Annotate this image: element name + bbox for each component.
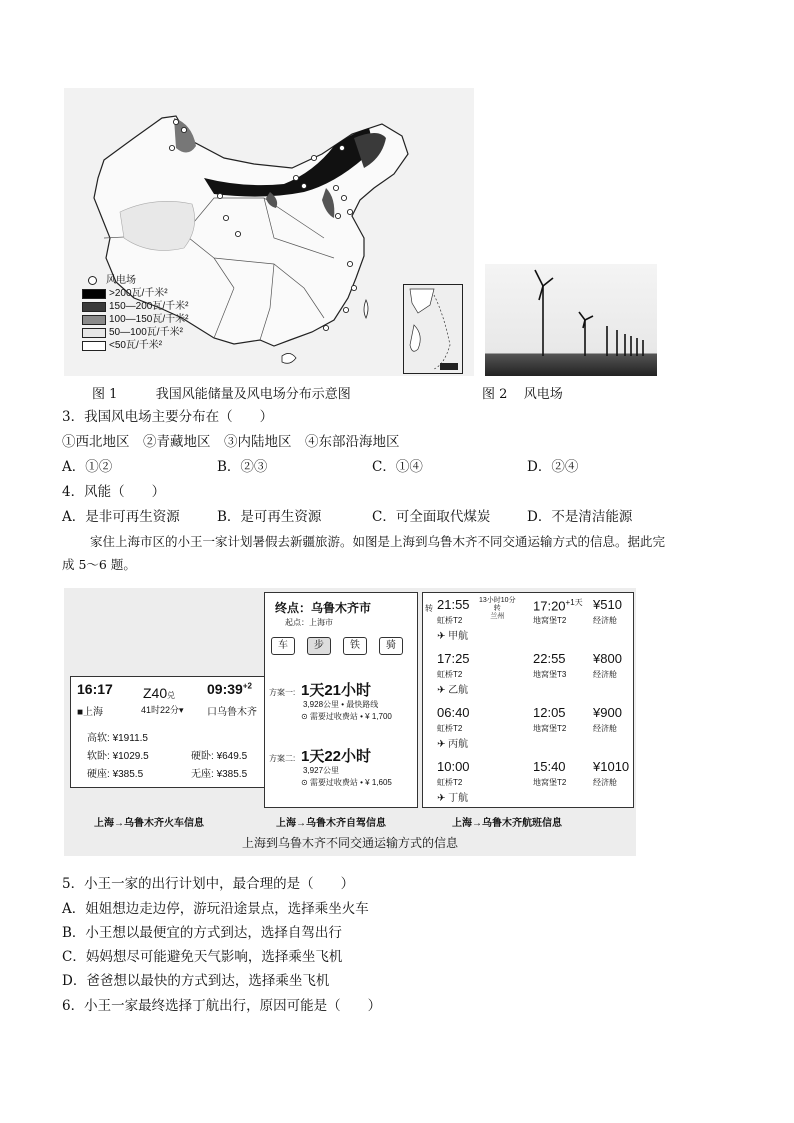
plan1-detail: 3,928公里 • 最快路线 — [303, 700, 379, 709]
flight-info-box — [422, 592, 634, 808]
fare-row — [191, 747, 247, 762]
flight-airline: 丙航 — [448, 739, 469, 750]
plan1-time: 1天21小时 — [301, 682, 372, 699]
flight-airline-wrap — [437, 627, 468, 642]
plan2-time: 1天22小时 — [301, 748, 372, 765]
legend-swatch — [82, 328, 106, 338]
q3-option-d[interactable]: D．②④ — [527, 459, 579, 475]
airplane-icon: ✈ — [437, 739, 446, 750]
q5-option-b[interactable]: B．小王想以最便宜的方式到达，选择自驾出行 — [62, 925, 342, 941]
flight-row[interactable] — [437, 597, 631, 649]
rail-mode-icon[interactable]: 铁 — [343, 637, 367, 655]
fare-row — [191, 765, 247, 780]
legend-level-2 — [82, 300, 188, 313]
drive-origin: 起点：上海市 — [285, 618, 333, 627]
flight-arr-plus: +1天 — [565, 598, 583, 607]
train-duration: 41时22分 — [141, 705, 180, 715]
q4-option-a[interactable]: A．是非可再生资源 — [62, 509, 180, 525]
drive-info-box — [264, 592, 418, 808]
flight-dep-time: 10:00 — [437, 759, 470, 774]
station-symbol — [88, 276, 97, 285]
travel-info-panel — [64, 588, 636, 856]
flight-airline-wrap — [437, 735, 468, 750]
q3-option-c[interactable]: C．①④ — [372, 459, 423, 475]
plan2-label: 方案二: — [269, 754, 296, 763]
transfer-duration: 13小时10分 — [479, 597, 516, 604]
q3-option-b[interactable]: B．②③ — [217, 459, 268, 475]
flight-info-title: 上海→乌鲁木齐航班信息 — [452, 818, 562, 829]
fare-label: 硬座: — [87, 769, 110, 780]
flight-arr-time: 12:05 — [533, 705, 566, 720]
flight-row[interactable] — [437, 651, 631, 703]
south-china-sea-inset — [403, 284, 463, 374]
flight-price: ¥510 — [593, 597, 622, 612]
intro-line-1: 家住上海市区的小王一家计划暑假去新疆旅游。如图是上海到乌鲁木齐不同交通运输方式的信息。据此完 — [90, 534, 666, 549]
train-info-box — [70, 676, 268, 788]
figure1-title: 我国风能储量及风电场分布示意图 — [155, 387, 351, 402]
q5-option-a[interactable]: A．姐姐想边走边停，游玩沿途景点，选择乘坐火车 — [62, 901, 369, 917]
legend-swatch — [82, 302, 106, 312]
legend-station — [82, 274, 188, 287]
flight-cabin: 经济舱 — [593, 616, 617, 625]
train-arrive-time: 09:39 — [207, 681, 243, 697]
dropdown-icon: ▾ — [179, 705, 184, 715]
flight-dep-terminal: 虹桥T2 — [437, 670, 463, 679]
flight-dep-terminal: 虹桥T2 — [437, 616, 463, 625]
transfer-mark: 转 — [425, 604, 433, 613]
train-arrive-plus: +2 — [242, 681, 252, 691]
figure1-number: 图 1 — [92, 387, 118, 402]
q5-option-c[interactable]: C．妈妈想尽可能避免天气影响，选择乘坐飞机 — [62, 949, 343, 965]
flight-row[interactable] — [437, 759, 631, 805]
fare-label: 硬卧: — [191, 751, 214, 762]
legend-level-4 — [82, 326, 188, 339]
car-mode-icon[interactable]: 车 — [271, 637, 295, 655]
flight-airline: 乙航 — [448, 685, 469, 696]
wind-farm-photo — [485, 264, 657, 376]
fare-label: 软卧: — [87, 751, 110, 762]
bike-mode-icon[interactable]: 骑 — [379, 637, 403, 655]
q4-options — [62, 508, 682, 526]
q3-option-a[interactable]: A．①② — [62, 459, 113, 475]
flight-airline-wrap — [437, 789, 468, 804]
legend-level-3 — [82, 313, 188, 326]
flight-cabin: 经济舱 — [593, 724, 617, 733]
q4-option-d[interactable]: D．不是清洁能源 — [527, 509, 633, 525]
fare-price: ¥1911.5 — [112, 733, 148, 744]
flight-dep-terminal: 虹桥T2 — [437, 778, 463, 787]
q4-option-c[interactable]: C．可全面取代煤炭 — [372, 509, 491, 525]
figure2-title: 风电场 — [523, 387, 563, 402]
flight-arr-terminal: 地窝堡T3 — [533, 670, 567, 679]
plan1-toll: ⊙ 需要过收费站 • ¥ 1,700 — [301, 712, 392, 721]
flight-price: ¥900 — [593, 705, 622, 720]
airplane-icon: ✈ — [437, 631, 446, 642]
train-suffix: 兑 — [167, 691, 176, 700]
legend-label: <50瓦/千米² — [109, 340, 163, 351]
drive-destination: 终点：乌鲁木齐市 — [275, 601, 372, 615]
map-legend — [82, 274, 188, 352]
flight-price: ¥800 — [593, 651, 622, 666]
flight-cabin: 经济舱 — [593, 670, 617, 679]
train-from-station: ■上海 — [77, 707, 104, 718]
figure2-number: 图 2 — [482, 387, 508, 402]
drive-info-title: 上海→乌鲁木齐自驾信息 — [276, 818, 386, 829]
fare-row — [87, 747, 149, 762]
plan1-label: 方案一: — [269, 688, 296, 697]
plan2-detail: 3,927公里 — [303, 766, 340, 775]
legend-swatch — [82, 289, 106, 299]
legend-swatch — [82, 315, 106, 325]
fare-price: ¥385.5 — [216, 769, 248, 780]
legend-level-5 — [82, 339, 188, 352]
q3-items: ①西北地区 ②青藏地区 ③内陆地区 ④东部沿海地区 — [62, 434, 400, 450]
legend-level-1 — [82, 287, 188, 300]
figure2-caption — [482, 383, 563, 402]
flight-dep-time: 21:55 — [437, 597, 470, 612]
train-number-wrap — [143, 685, 175, 701]
travel-info-caption: 上海到乌鲁木齐不同交通运输方式的信息 — [242, 836, 459, 850]
fare-label: 高软: — [87, 733, 110, 744]
train-number: Z40 — [143, 685, 168, 701]
flight-arr-time: 22:55 — [533, 651, 566, 666]
flight-price: ¥1010 — [593, 759, 630, 774]
q6-stem: 6．小王一家最终选择丁航出行，原因可能是（ ） — [62, 998, 382, 1014]
airplane-icon: ✈ — [437, 685, 446, 696]
fare-row — [87, 765, 143, 780]
q5-stem: 5．小王一家的出行计划中，最合理的是（ ） — [62, 876, 355, 892]
fare-label: 无座: — [191, 769, 214, 780]
fare-price: ¥1029.5 — [112, 751, 149, 762]
q3-stem: 3．我国风电场主要分布在（ ） — [62, 409, 274, 425]
fare-price: ¥649.5 — [216, 751, 248, 762]
flight-airline: 丁航 — [448, 793, 469, 804]
q3-options — [62, 458, 682, 476]
flight-airline-wrap — [437, 681, 468, 696]
q4-stem: 4．风能（ ） — [62, 484, 166, 500]
flight-arr-wrap — [533, 597, 583, 613]
legend-label: 100—150瓦/千米² — [109, 314, 189, 325]
legend-label: 150—200瓦/千米² — [109, 301, 189, 312]
q4-option-b[interactable]: B．是可再生资源 — [217, 509, 322, 525]
q5-option-d[interactable]: D．爸爸想以最快的方式到达，选择乘坐飞机 — [62, 973, 330, 989]
intro-line-2: 成 5～6 题。 — [62, 557, 136, 572]
flight-dep-time: 17:25 — [437, 651, 470, 666]
legend-station-label: 风电场 — [106, 275, 136, 286]
train-to-station: 口乌鲁木齐 — [207, 707, 257, 718]
flight-arr-terminal: 地窝堡T2 — [533, 616, 567, 625]
plan2-toll: ⊙ 需要过收费站 • ¥ 1,605 — [301, 778, 392, 787]
fare-row — [87, 729, 148, 744]
transfer-city: 兰州 — [490, 613, 505, 620]
flight-airline: 甲航 — [448, 631, 469, 642]
flight-dep-time: 06:40 — [437, 705, 470, 720]
flight-cabin: 经济舱 — [593, 778, 617, 787]
flight-arr-time: 17:20 — [533, 598, 566, 614]
figure1-caption — [92, 383, 351, 402]
train-info-title: 上海→乌鲁木齐火车信息 — [94, 818, 204, 829]
train-duration-wrap — [141, 703, 184, 716]
flight-arr-terminal: 地窝堡T2 — [533, 778, 567, 787]
flight-dep-terminal: 虹桥T2 — [437, 724, 463, 733]
transfer-word: 转 — [493, 605, 501, 612]
legend-label: 50—100瓦/千米² — [109, 327, 183, 338]
legend-label: >200瓦/千米² — [109, 288, 168, 299]
flight-row[interactable] — [437, 705, 631, 757]
airplane-icon: ✈ — [437, 793, 446, 804]
wind-turbines-graphic — [485, 264, 657, 376]
train-depart-time: 16:17 — [77, 681, 113, 697]
inset-map-graphic — [404, 285, 462, 373]
walk-mode-icon[interactable]: 步 — [307, 637, 331, 655]
flight-arr-time: 15:40 — [533, 759, 566, 774]
train-arrive-wrap — [207, 681, 252, 697]
flight-arr-terminal: 地窝堡T2 — [533, 724, 567, 733]
fare-price: ¥385.5 — [112, 769, 144, 780]
legend-swatch — [82, 341, 106, 351]
